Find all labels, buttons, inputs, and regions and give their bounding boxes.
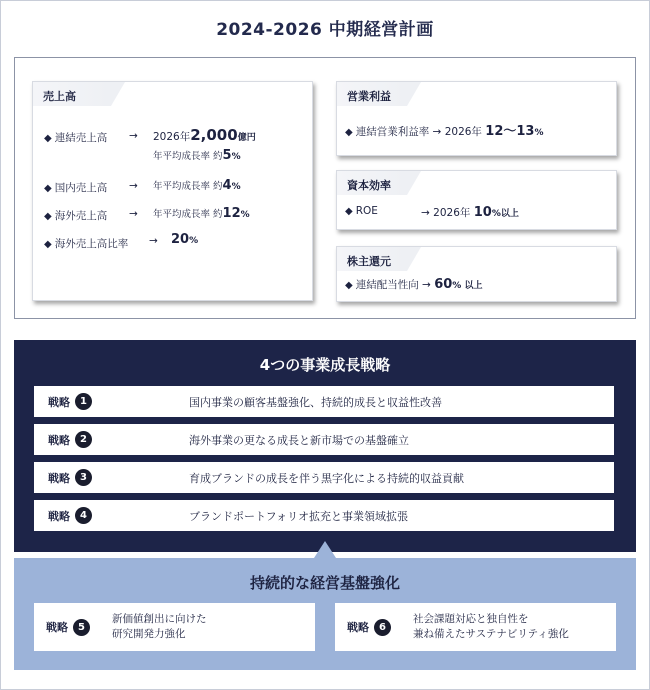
payout-ratio-unit: % 以上 <box>452 281 483 291</box>
domestic-sales-label: 国内売上高 <box>54 182 108 194</box>
operating-profit-row <box>345 120 544 139</box>
diamond-bullet-icon: ◆ <box>44 183 52 194</box>
targets-panel <box>14 57 636 319</box>
consolidated-growth-value: 5 <box>222 148 232 163</box>
roe-year: 2026年 <box>433 207 471 219</box>
strategy-row-1 <box>34 386 614 417</box>
overseas-ratio-row <box>44 236 128 251</box>
consolidated-sales-unit: 億円 <box>237 133 256 143</box>
roe-value: 10 <box>473 205 492 220</box>
strategy-description-line: 新価値創出に向けた <box>112 613 207 625</box>
strategy-description-line: 研究開発力強化 <box>112 628 186 640</box>
domestic-sales-row <box>44 180 107 195</box>
strategy-description <box>413 612 569 642</box>
strategy-description: 国内事業の顧客基盤強化、持続的成長と収益性改善 <box>189 395 442 409</box>
strategy-label-text: 戦略 <box>48 471 70 485</box>
operating-profit-label: 連結営業利益率 <box>355 126 430 138</box>
operating-profit-heading: 営業利益 <box>337 82 407 106</box>
strategy-label-text: 戦略 <box>46 621 68 634</box>
growth-strategies-title: 4つの事業成長戦略 <box>259 356 391 374</box>
roe-arrow: → <box>421 207 430 219</box>
strategy-label-text: 戦略 <box>48 509 70 523</box>
sales-card <box>32 81 313 301</box>
strategy-number-badge: 4 <box>75 507 92 524</box>
strategy-row-4 <box>34 500 614 531</box>
strategy-label <box>34 393 179 410</box>
strategy-label-text: 戦略 <box>48 433 70 447</box>
overseas-growth-percent: % <box>240 210 250 220</box>
roe-target <box>421 205 519 220</box>
consolidated-sales-label: 連結売上高 <box>54 132 108 144</box>
overseas-ratio-target <box>171 232 198 247</box>
overseas-ratio-value: 20 <box>171 232 190 247</box>
capital-efficiency-heading: 資本効率 <box>337 171 407 195</box>
consolidated-growth-label: 年平均成長率 約 <box>153 151 223 162</box>
strategy-row-3 <box>34 462 614 493</box>
sales-heading: 売上高 <box>33 82 111 106</box>
operating-profit-value: 12〜13 <box>485 124 535 139</box>
operating-profit-card <box>336 81 617 156</box>
diamond-bullet-icon: ◆ <box>345 127 353 138</box>
consolidated-sales-value: 2,000 <box>190 126 238 144</box>
strategy-number-badge: 1 <box>75 393 92 410</box>
overseas-sales-row <box>44 208 107 223</box>
strategy-row-2 <box>34 424 614 455</box>
overseas-growth-value: 12 <box>222 206 241 221</box>
payout-ratio-value: 60 <box>434 277 453 292</box>
consolidated-sales-year: 2026年 <box>153 131 191 143</box>
strategy-card-5 <box>34 603 315 651</box>
diamond-bullet-icon: ◆ <box>44 239 52 250</box>
strategy-description: ブランドポートフォリオ拡充と事業領域拡張 <box>189 509 409 523</box>
domestic-growth-value: 4 <box>222 178 232 193</box>
foundation-title: 持続的な経営基盤強化 <box>249 574 400 592</box>
consolidated-growth <box>153 148 241 163</box>
roe-label: ROE <box>355 205 378 217</box>
shareholder-return-card <box>336 246 617 302</box>
domestic-growth-percent: % <box>231 182 241 192</box>
strategy-description: 海外事業の更なる成長と新市場での基盤確立 <box>189 433 409 447</box>
strategy-number-badge: 6 <box>374 619 391 636</box>
strategy-description: 育成ブランドの成長を伴う黒字化による持続的収益貢献 <box>189 471 464 485</box>
strategy-label <box>34 619 112 636</box>
overseas-ratio-label: 海外売上高比率 <box>54 238 129 250</box>
overseas-sales-label: 海外売上高 <box>54 210 108 222</box>
payout-ratio-label: 連結配当性向 <box>355 279 419 291</box>
page-title: 2024-2026 中期経営計画 <box>216 20 434 40</box>
up-arrow-icon <box>314 541 336 558</box>
diamond-bullet-icon: ◆ <box>44 133 52 144</box>
strategy-number-badge: 5 <box>73 619 90 636</box>
consolidated-growth-percent: % <box>231 152 241 162</box>
roe-row <box>345 205 378 217</box>
domestic-growth <box>153 178 241 193</box>
strategy-label <box>34 507 179 524</box>
operating-profit-arrow: → <box>432 126 442 138</box>
strategy-label <box>335 619 413 636</box>
roe-unit: %以上 <box>491 209 519 219</box>
strategy-label <box>34 469 179 486</box>
domestic-sales-arrow: → <box>129 180 138 192</box>
domestic-growth-label: 年平均成長率 約 <box>153 181 223 192</box>
strategy-card-6 <box>335 603 616 651</box>
shareholder-return-heading: 株主還元 <box>337 247 407 271</box>
strategy-description <box>112 612 207 642</box>
operating-profit-unit: % <box>534 128 544 138</box>
diamond-bullet-icon: ◆ <box>345 206 353 217</box>
consolidated-sales-arrow: → <box>129 130 138 142</box>
consolidated-sales-target <box>153 126 256 144</box>
strategy-number-badge: 2 <box>75 431 92 448</box>
strategy-label-text: 戦略 <box>347 621 369 634</box>
diamond-bullet-icon: ◆ <box>44 211 52 222</box>
overseas-growth-label: 年平均成長率 約 <box>153 209 223 220</box>
overseas-sales-arrow: → <box>129 208 138 220</box>
overseas-ratio-percent: % <box>189 236 199 246</box>
strategy-label-text: 戦略 <box>48 395 70 409</box>
overseas-growth <box>153 206 250 221</box>
diamond-bullet-icon: ◆ <box>345 280 353 291</box>
overseas-ratio-arrow: → <box>149 235 158 247</box>
payout-ratio-arrow: → <box>422 279 431 291</box>
strategy-description-line: 兼ね備えたサステナビリティ強化 <box>413 628 569 640</box>
strategy-number-badge: 3 <box>75 469 92 486</box>
payout-ratio-row <box>345 277 482 292</box>
capital-efficiency-card <box>336 170 617 230</box>
operating-profit-year: 2026年 <box>444 126 482 138</box>
consolidated-sales-row <box>44 130 107 145</box>
strategy-description-line: 社会課題対応と独自性を <box>413 613 529 625</box>
growth-strategies-section <box>14 340 636 552</box>
strategy-label <box>34 431 179 448</box>
foundation-section <box>14 558 636 670</box>
